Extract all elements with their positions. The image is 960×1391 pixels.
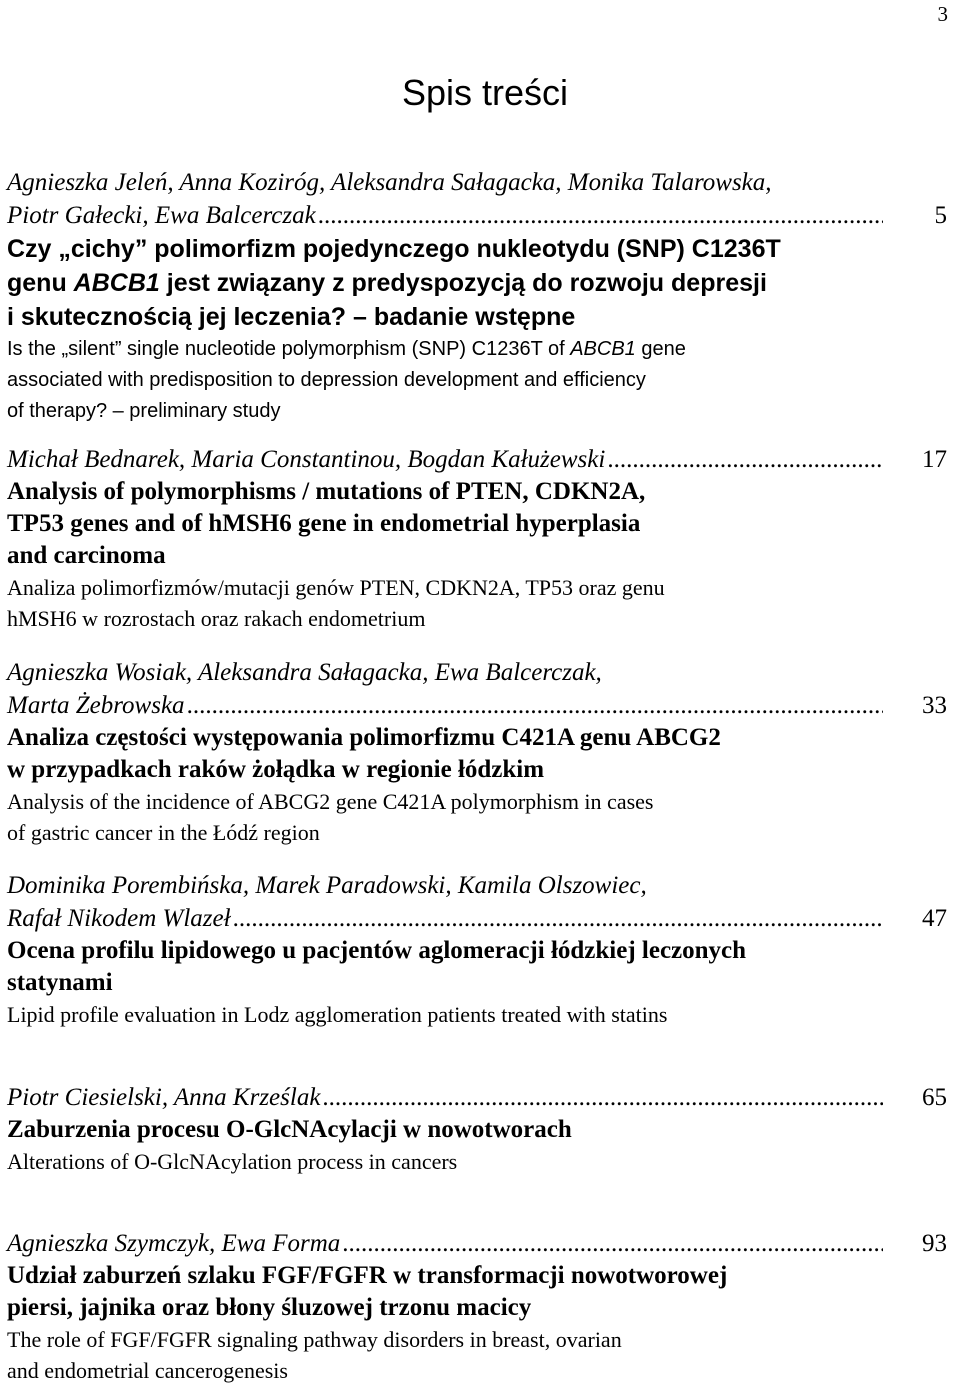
toc-entry[interactable]	[7, 1081, 947, 1177]
entry-title: Zaburzenia procesu O-GlcNAcylacji w nowotworach	[7, 1116, 572, 1143]
entry-subtitle: hMSH6 w rozrostach oraz rakach endometrium	[7, 606, 426, 631]
entry-title: Ocena profilu lipidowego u pacjentów aglomeracji łódzkiej leczonych	[7, 937, 747, 964]
entry-subtitle: Alterations of O-GlcNAcylation process in cancers	[7, 1149, 458, 1174]
entry-page-number[interactable]: 33	[922, 692, 947, 719]
subtitle-text: gene	[635, 338, 686, 360]
entry-title: piersi, jajnika oraz błony śluzowej trzonu macicy	[7, 1294, 532, 1321]
entry-subtitle: The role of FGF/FGFR signaling pathway disorders in breast, ovarian	[7, 1327, 622, 1352]
entry-subtitle: of therapy? – preliminary study	[7, 400, 281, 422]
entry-title: Analiza częstości występowania polimorfizmu C421A genu ABCG2	[7, 724, 721, 751]
entry-authors: Agnieszka Wosiak, Aleksandra Sałagacka, Ewa Balcerczak,	[7, 659, 602, 686]
entry-authors-line	[7, 199, 947, 232]
entry-title: and carcinoma	[7, 542, 166, 569]
entry-title: w przypadkach raków żołądka w regionie łódzkim	[7, 756, 545, 783]
entry-title: Czy „cichy” polimorfizm pojedynczego nukleotydu (SNP) C1236T	[7, 235, 781, 263]
entry-authors: Agnieszka Szymczyk, Ewa Forma	[7, 1230, 341, 1257]
entry-subtitle: associated with predisposition to depression development and efficiency	[7, 369, 646, 391]
entry-authors: Piotr Gałecki, Ewa Balcerczak	[7, 202, 316, 229]
entry-authors-line	[7, 902, 947, 935]
entry-title	[7, 266, 947, 300]
dot-leader	[340, 1227, 883, 1260]
title-text: jest związany z predyspozycją do rozwoju depresji	[159, 269, 767, 297]
dot-leader	[605, 443, 883, 476]
dot-leader	[320, 1081, 883, 1114]
entry-title: TP53 genes and of hMSH6 gene in endometrial hyperplasia	[7, 510, 641, 537]
page-number: 3	[937, 2, 948, 26]
entry-page-number[interactable]: 17	[922, 446, 947, 473]
entry-authors: Piotr Ciesielski, Anna Krześlak	[7, 1084, 321, 1111]
entry-authors-line	[7, 689, 947, 722]
entry-page-number[interactable]: 93	[922, 1230, 947, 1257]
entry-authors: Dominika Porembińska, Marek Paradowski, Kamila Olszowiec,	[7, 872, 647, 899]
entry-subtitle: and endometrial cancerogenesis	[7, 1358, 288, 1383]
entry-page-number[interactable]: 47	[922, 905, 947, 932]
entry-authors: Michał Bednarek, Maria Constantinou, Bogdan Kałużewski	[7, 446, 606, 473]
entry-subtitle: of gastric cancer in the Łódź region	[7, 820, 320, 845]
entry-title: Analysis of polymorphisms / mutations of PTEN, CDKN2A,	[7, 478, 646, 505]
entry-authors-line	[7, 1081, 947, 1114]
gene-name: ABCB1	[570, 338, 636, 360]
entry-authors: Rafał Nikodem Wlazeł	[7, 905, 231, 932]
gene-name: ABCB1	[73, 269, 160, 297]
entry-subtitle: Analiza polimorfizmów/mutacji genów PTEN, CDKN2A, TP53 oraz genu	[7, 575, 665, 600]
dot-leader	[185, 689, 883, 722]
entry-subtitle: Analysis of the incidence of ABCG2 gene C421A polymorphism in cases	[7, 789, 654, 814]
toc-entry[interactable]	[7, 656, 947, 848]
entry-page-number[interactable]: 65	[922, 1084, 947, 1111]
entry-page-number[interactable]: 5	[934, 202, 947, 229]
entry-subtitle: Lipid profile evaluation in Lodz agglomeration patients treated with statins	[7, 1002, 668, 1027]
entry-authors-line	[7, 443, 947, 476]
toc-entry[interactable]	[7, 166, 947, 427]
entry-authors-line	[7, 1227, 947, 1260]
entry-title: Udział zaburzeń szlaku FGF/FGFR w transformacji nowotworowej	[7, 1262, 728, 1289]
toc-entry[interactable]	[7, 1227, 947, 1386]
title-text: genu	[7, 269, 74, 297]
entry-subtitle	[7, 334, 947, 365]
dot-leader	[316, 199, 883, 232]
subtitle-text: Is the „silent” single nucleotide polymorphism (SNP) C1236T of	[7, 338, 571, 360]
toc-entry[interactable]	[7, 443, 947, 634]
dot-leader	[231, 902, 883, 935]
entry-title: statynami	[7, 969, 113, 996]
entry-authors: Marta Żebrowska	[7, 692, 185, 719]
page-title: Spis treści	[402, 72, 569, 113]
entry-authors: Agnieszka Jeleń, Anna Koziróg, Aleksandra Sałagacka, Monika Talarowska,	[7, 169, 772, 196]
entry-title: i skutecznością jej leczenia? – badanie wstępne	[7, 303, 576, 331]
toc-entry[interactable]	[7, 869, 947, 1030]
